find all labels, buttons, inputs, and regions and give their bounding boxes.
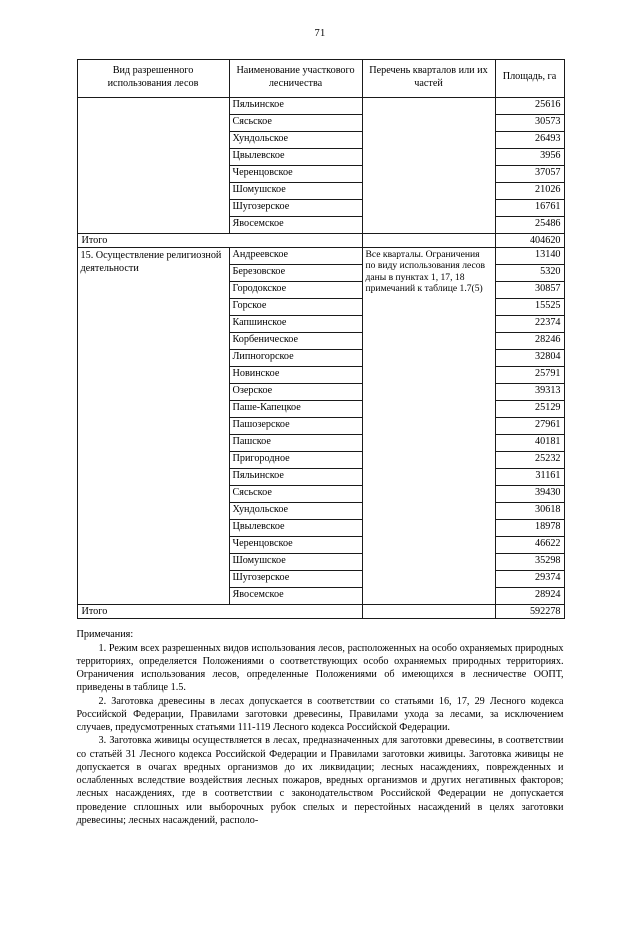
cell-area: 13140 [495, 247, 564, 264]
cell-total-spacer [362, 604, 495, 618]
cell-forestry-name: Капшинское [229, 315, 362, 332]
cell-use-type: 15. Осуществление религиозной деятельности [77, 247, 229, 604]
header-forestry-name: Наименование участкового лесничества [229, 60, 362, 98]
cell-use-type [77, 97, 229, 233]
note-paragraph: 2. Заготовка древесины в лесах допускается в соответствии со статьями 16, 17, 29 Лесного кодекса Российской Федерации, Правилами заготовки древесины, Правилами ухода за лесами, за исключением случаев, предусмотренных статьями 111-119 Лесного кодекса Российской Федерации. [76, 695, 564, 734]
cell-forestry-name: Пашское [229, 434, 362, 451]
cell-forestry-name: Озерское [229, 383, 362, 400]
header-area: Площадь, га [495, 60, 564, 98]
cell-area: 26493 [495, 131, 564, 148]
cell-forestry-name: Хундольское [229, 502, 362, 519]
cell-forestry-name: Шугозерское [229, 199, 362, 216]
cell-area: 30573 [495, 114, 564, 131]
cell-area: 35298 [495, 553, 564, 570]
cell-forestry-name: Цвылевское [229, 519, 362, 536]
cell-forestry-name: Хундольское [229, 131, 362, 148]
cell-forestry-name: Пригородное [229, 451, 362, 468]
cell-forestry-name: Пашозерское [229, 417, 362, 434]
document-page [0, 28, 640, 933]
cell-area: 28924 [495, 587, 564, 604]
cell-forestry-name: Цвылевское [229, 148, 362, 165]
header-use-type: Вид разрешенного использования лесов [77, 60, 229, 98]
cell-area: 46622 [495, 536, 564, 553]
cell-forestry-name: Паше-Капецкое [229, 400, 362, 417]
cell-area: 5320 [495, 264, 564, 281]
cell-forestry-name: Пяльинское [229, 468, 362, 485]
page-number: 71 [314, 28, 326, 39]
table-header-row [77, 60, 564, 98]
table-row [77, 97, 564, 114]
cell-area: 22374 [495, 315, 564, 332]
cell-area: 25616 [495, 97, 564, 114]
cell-forestry-name: Явосемское [229, 587, 362, 604]
cell-quarters-note [362, 97, 495, 233]
cell-total-spacer [362, 233, 495, 247]
cell-forestry-name: Новинское [229, 366, 362, 383]
cell-area: 31161 [495, 468, 564, 485]
cell-area: 21026 [495, 182, 564, 199]
cell-area: 25791 [495, 366, 564, 383]
table-total-row [77, 233, 564, 247]
note-paragraph: 1. Режим всех разрешенных видов использования лесов, расположенных на особо охраняемых природных территориях, определяется Положениями о соответствующих особо охраняемых природных территориях. Ограничения использования лесов, определенные Положениями об имеющихся в лесничестве ООПТ, приведены в таблице 1.5. [76, 642, 564, 694]
table-container [77, 59, 564, 619]
cell-area: 18978 [495, 519, 564, 536]
notes-section [77, 628, 564, 827]
cell-total-label: Итого [77, 233, 362, 247]
table-row [77, 247, 564, 264]
notes-title: Примечания: [76, 629, 134, 641]
table-header [77, 60, 564, 98]
cell-forestry-name: Андреевское [229, 247, 362, 264]
cell-area: 25129 [495, 400, 564, 417]
cell-area: 25486 [495, 216, 564, 233]
cell-area: 28246 [495, 332, 564, 349]
notes-list [77, 642, 564, 828]
cell-area: 30618 [495, 502, 564, 519]
cell-area: 29374 [495, 570, 564, 587]
cell-total-label: Итого [77, 604, 362, 618]
cell-area: 25232 [495, 451, 564, 468]
cell-area: 16761 [495, 199, 564, 216]
cell-area: 37057 [495, 165, 564, 182]
cell-forestry-name: Шомушское [229, 182, 362, 199]
cell-area: 40181 [495, 434, 564, 451]
cell-forestry-name: Сясьское [229, 485, 362, 502]
cell-forestry-name: Шугозерское [229, 570, 362, 587]
cell-area: 32804 [495, 349, 564, 366]
cell-forestry-name: Липногорское [229, 349, 362, 366]
cell-forestry-name: Черенцовское [229, 165, 362, 182]
cell-forestry-name: Черенцовское [229, 536, 362, 553]
cell-area: 39313 [495, 383, 564, 400]
cell-area: 3956 [495, 148, 564, 165]
cell-total-area: 592278 [495, 604, 564, 618]
permitted-use-table [77, 59, 565, 619]
cell-forestry-name: Явосемское [229, 216, 362, 233]
cell-forestry-name: Горское [229, 298, 362, 315]
cell-quarters-note: Все кварталы. Ограничения по виду использования лесов даны в пунктах 1, 17, 18 примечаний к таблице 1.7(5) [362, 247, 495, 604]
cell-area: 15525 [495, 298, 564, 315]
table-total-row [77, 604, 564, 618]
cell-area: 30857 [495, 281, 564, 298]
cell-area: 39430 [495, 485, 564, 502]
cell-forestry-name: Сясьское [229, 114, 362, 131]
cell-forestry-name: Шомушское [229, 553, 362, 570]
header-quarters-list: Перечень кварталов или их частей [362, 60, 495, 98]
cell-area: 27961 [495, 417, 564, 434]
cell-forestry-name: Городокское [229, 281, 362, 298]
cell-forestry-name: Березовское [229, 264, 362, 281]
cell-forestry-name: Пяльинское [229, 97, 362, 114]
table-body [77, 97, 564, 619]
cell-forestry-name: Корбеническое [229, 332, 362, 349]
cell-total-area: 404620 [495, 233, 564, 247]
note-paragraph: 3. Заготовка живицы осуществляется в лесах, предназначенных для заготовки древесины, в соответствии со статьёй 31 Лесного кодекса Российской Федерации и Правилами заготовки живицы. Заготовка живицы не допускается в очагах вредных организмов до их ликвидации; лесных насаждениях, поврежденных и ослабленных вследствие воздействия лесных пожаров, вредных организмов и других негативных факторов; лесных насаждениях, где в соответствии с законодательством Российской Федерации не допускается проведение сплошных или выборочных рубок спелых и перестойных насаждений в целях заготовки древесины; лесных насаждений, располо- [76, 735, 564, 826]
